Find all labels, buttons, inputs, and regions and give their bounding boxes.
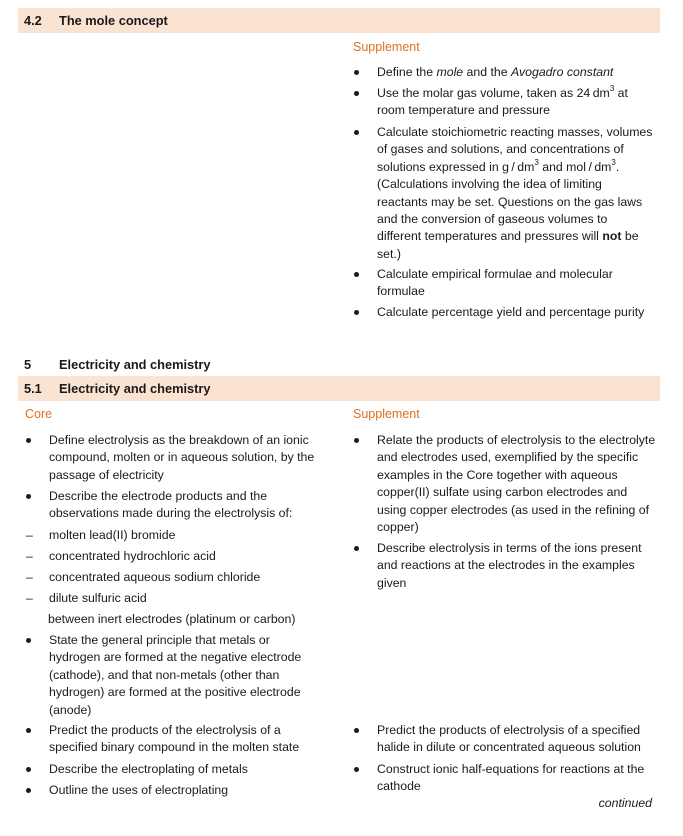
bullet-icon [354, 70, 359, 75]
section-title: Electricity and chemistry [59, 381, 211, 396]
dash-item-text: concentrated aqueous sodium chloride [49, 570, 261, 584]
bullet-icon [26, 638, 31, 643]
list-item-text: Use the molar gas volume, taken as 24 $dm^3$ at room temperature and pressure [377, 83, 628, 118]
core-label: Core [25, 407, 53, 421]
dash-item-text: molten lead(II) bromide [49, 528, 176, 542]
topic-number: 5 [24, 357, 32, 372]
list-item-text: Define electrolysis as the breakdown of an ionic compound, molten or in aqueous solution, by the passage of electricity [49, 433, 315, 482]
bullet-icon [354, 546, 359, 551]
list-item-text: Construct ionic half-equations for reactions at the cathode [377, 762, 645, 794]
dash-marker: – [26, 591, 33, 605]
section-number: 4.2 [24, 13, 42, 28]
list-item-text: Describe the electroplating of metals [49, 762, 248, 776]
between-note: between inert electrodes (platinum or carbon) [48, 612, 296, 626]
topic-heading-5 [24, 356, 211, 373]
supplement-label: Supplement [353, 407, 420, 421]
bullet-icon [354, 728, 359, 733]
bullet-icon [26, 767, 31, 772]
list-item-text: Predict the products of electrolysis of a specified halide in dilute or concentrated aqueous solution [377, 723, 641, 755]
bullet-icon [354, 438, 359, 443]
supplement-label: Supplement [353, 40, 420, 54]
bullet-icon [26, 788, 31, 793]
bullet-icon [354, 272, 359, 277]
list-item-text: Describe the electrode products and the observations made during the electrolysis of: [49, 489, 293, 521]
dash-marker: – [26, 528, 33, 542]
bullet-icon [354, 310, 359, 315]
section-title: The mole concept [59, 13, 168, 28]
list-item-text: Outline the uses of electroplating [49, 783, 229, 797]
bullet-icon [26, 494, 31, 499]
continued-note: continued [598, 796, 652, 810]
bullet-icon [26, 438, 31, 443]
dash-marker: – [26, 549, 33, 563]
list-item-text: Predict the products of the electrolysis of a specified binary compound in the molten state [49, 723, 300, 755]
list-item-text: Calculate percentage yield and percentage purity [377, 305, 645, 319]
section-number: 5.1 [24, 381, 42, 396]
list-item-text: Relate the products of electrolysis to the electrolyte and electrodes used, exemplified by the specific examples in the Core together with aqueous copper(II) sulfate using carbon electrodes and using copper electrodes (as used in the refining of copper) [377, 433, 656, 535]
section-heading-4-2 [18, 8, 660, 33]
bullet-icon [26, 728, 31, 733]
dash-item-text: dilute sulfuric acid [49, 591, 147, 605]
section-heading-5-1 [18, 376, 660, 401]
list-item-text: Calculate empirical formulae and molecular formulae [377, 267, 613, 299]
bullet-icon [354, 130, 359, 135]
topic-title: Electricity and chemistry [59, 357, 211, 372]
list-item-text: Define the mole and the Avogadro constant [377, 65, 614, 79]
list-item-text: Calculate stoichiometric reacting masses, volumes of gases and solutions, and concentrations of solutions expressed in g / $dm^3$ and mol / $dm^3$. (Calculations involving the idea of limiting reactants may be set. Questions on the gas laws and the conversion of gaseous volumes to different temperatures and pressures will not be set.) [377, 125, 653, 261]
dash-marker: – [26, 570, 33, 584]
list-item-text: State the general principle that metals or hydrogen are formed at the negative electrode (cathode), and that non-metals (other than hydrogen) are formed at the positive electrode (anode) [49, 633, 302, 717]
bullet-icon [354, 767, 359, 772]
list-item-text: Describe electrolysis in terms of the ions present and reactions at the electrodes in the examples given [377, 541, 642, 590]
dash-item-text: concentrated hydrochloric acid [49, 549, 216, 563]
bullet-icon [354, 91, 359, 96]
